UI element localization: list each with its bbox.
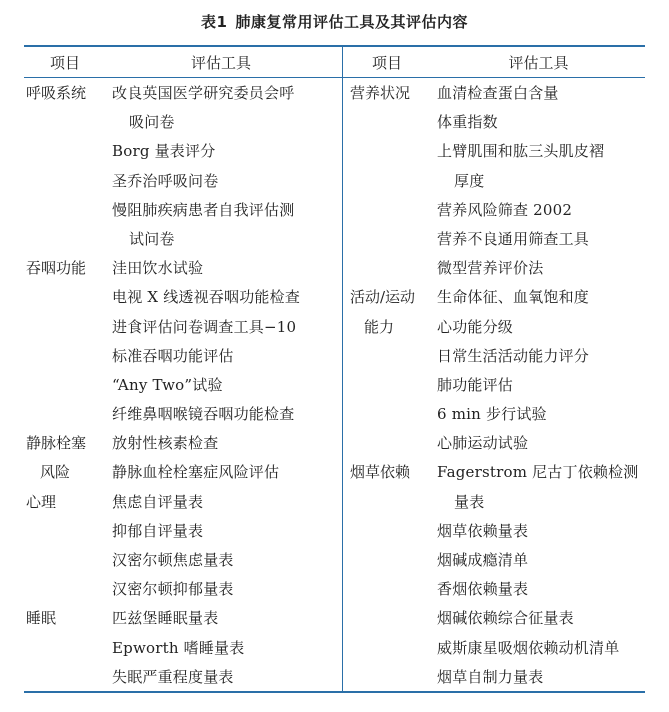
header-category-left: 项目	[49, 54, 80, 72]
right-tool-cell: 量表	[454, 492, 485, 511]
right-category-empty	[350, 575, 430, 604]
left-category-empty	[26, 108, 106, 137]
left-tool-cell: 汉密尔顿抑郁量表	[112, 580, 234, 599]
left-tool-cell: 慢阻肺疾病患者自我评估测	[112, 200, 295, 219]
right-category-empty	[350, 137, 430, 166]
right-tool-cell: 肺功能评估	[437, 375, 514, 394]
table-caption	[0, 8, 669, 36]
right-category-cell: 烟草依赖	[350, 463, 411, 482]
table-title: 肺康复常用评估工具及其评估内容	[235, 13, 468, 31]
left-category-empty	[26, 663, 106, 692]
right-tool-cell: 日常生活活动能力评分	[437, 346, 590, 365]
left-tool-cell: Borg 量表评分	[112, 142, 216, 161]
left-category-empty	[26, 546, 106, 575]
right-category-empty	[350, 546, 430, 575]
left-tool-cell: 吸问卷	[129, 113, 175, 132]
right-category-empty	[350, 196, 430, 225]
left-category-empty	[26, 342, 106, 371]
left-tool-cell: 改良英国医学研究委员会呼	[112, 84, 295, 102]
left-category-cell: 心理	[26, 492, 57, 511]
right-tool-cell: 心功能分级	[437, 317, 514, 336]
left-category-empty	[26, 517, 106, 546]
right-tool-cell: 上臂肌围和肱三头肌皮褶	[437, 142, 605, 161]
right-tool-cell: 厚度	[454, 171, 485, 190]
left-tool-cell: 试问卷	[129, 229, 175, 248]
right-category-empty	[350, 225, 430, 254]
right-category-empty	[350, 604, 430, 633]
left-category-empty	[26, 634, 106, 663]
right-tool-cell: 微型营养评价法	[437, 259, 544, 278]
left-category-empty	[26, 137, 106, 166]
left-tool-cell: 抑郁自评量表	[112, 521, 204, 540]
left-tool-cell: “Any Two”试验	[112, 375, 223, 394]
right-tool-cell: 6 min 步行试验	[437, 405, 547, 424]
left-category-empty	[26, 371, 106, 400]
left-category-cell: 风险	[40, 463, 71, 482]
left-category-column	[26, 79, 106, 692]
left-category-empty	[26, 225, 106, 254]
right-category-empty	[350, 254, 430, 283]
left-category-cell: 吞咽功能	[26, 259, 87, 278]
left-category-cell: 呼吸系统	[26, 84, 87, 102]
right-category-empty	[350, 342, 430, 371]
top-rule	[24, 45, 645, 47]
left-tool-cell: 标准吞咽功能评估	[112, 346, 234, 365]
left-category-cell: 静脉栓塞	[26, 434, 87, 453]
right-category-empty	[350, 663, 430, 692]
left-tool-cell: 汉密尔顿焦虑量表	[112, 551, 234, 569]
right-category-empty	[350, 429, 430, 458]
left-category-empty	[26, 167, 106, 196]
right-category-cell: 能力	[364, 317, 395, 336]
left-tool-cell: 洼田饮水试验	[112, 259, 204, 278]
left-category-empty	[26, 400, 106, 429]
left-category-cell: 睡眠	[26, 609, 57, 628]
right-tool-cell: 香烟依赖量表	[437, 580, 529, 599]
right-category-cell: 活动/运动	[350, 288, 416, 307]
left-tool-cell: 静脉血栓栓塞症风险评估	[112, 463, 280, 482]
right-category-empty	[350, 108, 430, 137]
header-rule	[24, 77, 645, 78]
header-category-right: 项目	[371, 54, 402, 72]
column-divider	[342, 47, 343, 691]
right-tool-cell: 烟草自制力量表	[437, 667, 544, 686]
right-category-empty	[350, 488, 430, 517]
right-category-empty	[350, 400, 430, 429]
right-category-cell: 营养状况	[350, 84, 411, 102]
left-category-empty	[26, 283, 106, 312]
right-tool-cell: 威斯康星吸烟依赖动机清单	[437, 638, 620, 657]
right-tool-cell: 烟碱依赖综合征量表	[437, 609, 574, 628]
left-category-empty	[26, 313, 106, 342]
left-tool-cell: 匹兹堡睡眠量表	[112, 609, 219, 628]
header-tool-left: 评估工具	[190, 54, 251, 72]
left-category-empty	[26, 196, 106, 225]
right-tool-cell: 烟草依赖量表	[437, 521, 529, 540]
left-tool-cell: Epworth 嗜睡量表	[112, 638, 245, 657]
right-tool-cell: 营养风险筛查 2002	[437, 200, 573, 219]
left-tool-cell: 电视 X 线透视吞咽功能检查	[112, 288, 301, 307]
table-number: 表1	[201, 13, 228, 31]
left-tool-cell: 放射性核素检查	[112, 434, 219, 453]
right-category-empty	[350, 634, 430, 663]
right-tool-cell: 心肺运动试验	[437, 434, 529, 453]
right-tool-cell: 烟碱成瘾清单	[437, 551, 529, 569]
left-tool-cell: 进食评估问卷调查工具−10	[112, 317, 297, 336]
left-tool-cell: 失眠严重程度量表	[112, 667, 234, 686]
right-tool-cell: 生命体征、血氧饱和度	[437, 288, 590, 307]
right-tool-cell: 血清检查蛋白含量	[437, 84, 559, 102]
left-tool-cell: 焦虑自评量表	[112, 492, 204, 511]
left-tool-column	[112, 79, 338, 692]
left-tool-cell: 纤维鼻咽喉镜吞咽功能检查	[112, 405, 295, 424]
left-tool-cell: 圣乔治呼吸问卷	[112, 171, 219, 190]
right-category-empty	[350, 517, 430, 546]
right-tool-cell: 体重指数	[437, 113, 498, 132]
right-category-empty	[350, 371, 430, 400]
right-tool-column	[437, 79, 647, 692]
right-tool-cell: 营养不良通用筛查工具	[437, 229, 590, 248]
right-tool-cell: Fagerstrom 尼古丁依赖检测	[437, 463, 639, 482]
header-tool-right: 评估工具	[508, 54, 569, 72]
right-category-empty	[350, 167, 430, 196]
left-category-empty	[26, 575, 106, 604]
right-category-column	[350, 79, 430, 692]
